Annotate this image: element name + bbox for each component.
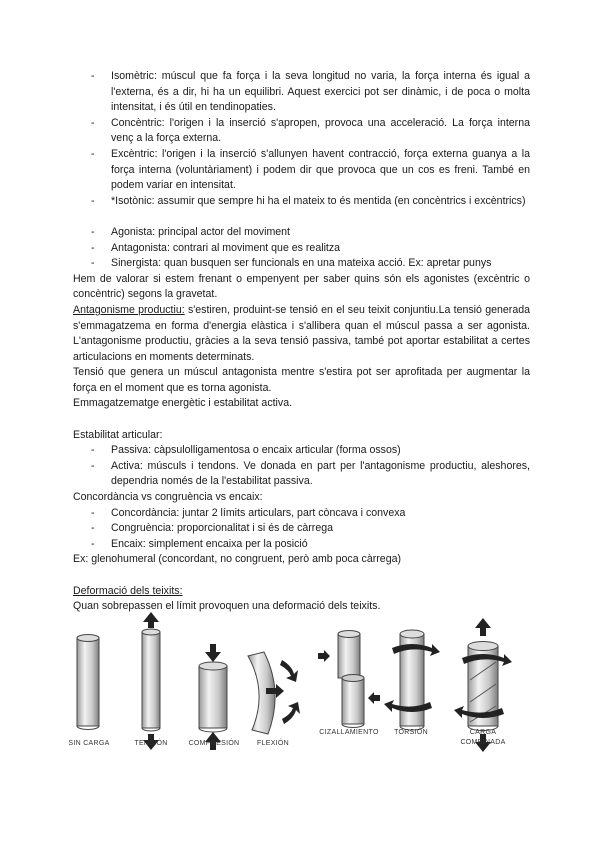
list-item-text: Encaix: simplement encaixa per la posició <box>111 537 308 550</box>
bullet-dash: - <box>91 147 95 160</box>
bullet-dash: - <box>91 225 95 238</box>
list-item-antagonist <box>73 241 530 257</box>
list-item-fit <box>73 537 530 553</box>
label-carga: CARGA <box>469 729 497 736</box>
concordance-example: Ex: glenohumeral (concordant, no congruent, però amb poca càrrega) <box>73 553 402 566</box>
antagonism-text: s'estiren, produint-se tensió en el seu teixit conjuntiu.La tensió generada s'emmagatzema en forma d'energia elàstica i s'allibera quan el múscul passa a ser agonista. L'antagonisme productiu, gràcies a la seva tensió passiva, també pot aportar estabilitat a certes articulacions en moments determinats. <box>73 303 530 363</box>
list-item-synergist <box>73 256 530 272</box>
list-item-text: Congruència: proporcionalitat i si és de càrrega <box>111 522 334 535</box>
bullet-dash: - <box>91 70 95 82</box>
bullet-dash: - <box>91 459 95 472</box>
list-item-text: Excèntric: l'origen i la inserció s'allunyen havent contracció, força externa guanya a la força interna (voluntàriament) i podem dir que provoca que un cos es freni. També en podem variar en intensitat. <box>111 147 530 192</box>
spacer <box>73 568 530 584</box>
brake-paragraph: Hem de valorar si estem frenant o empenyent per saber quins són els agonistes (excèntric o concèntric) segons la gravetat. <box>73 272 530 301</box>
list-item-agonist <box>73 225 530 241</box>
list-item-text: Passiva: càpsulolligamentosa o encaix articular (forma ossos) <box>111 444 401 457</box>
list-item-text: Agonista: principal actor del moviment <box>111 225 291 238</box>
antagonism-heading: Antagonisme productiu: <box>73 303 185 316</box>
cylinder-no-load <box>77 635 99 730</box>
list-item-concordance <box>73 506 530 522</box>
tension-paragraph: Tensió que genera un múscul antagonista mentre s'estira pot ser aprofitada per augmentar la força en el moment que es torna agonista. <box>73 366 530 394</box>
storage-line: Emmagatzematge energètic i estabilitat activa. <box>73 397 293 410</box>
list-item-text: Sinergista: quan busquen ser funcionals en una mateixa acció. Ex: apretar punys <box>111 257 492 270</box>
loading-types-figure <box>70 610 540 760</box>
spacer <box>73 209 530 225</box>
antagonism-paragraph <box>73 303 530 365</box>
loading-types-illustration <box>70 610 540 760</box>
stability-heading: Estabilitat articular: <box>73 428 163 441</box>
bullet-dash: - <box>91 194 95 207</box>
cylinder-torsion <box>384 630 440 730</box>
list-item-text: Antagonista: contrari al moviment que es realitza <box>111 241 341 254</box>
list-item-text: Activa: músculs i tendons. Ve donada en part per l'antagonisme productiu, aleshores, dependria només de la l'estabilitat passiva. <box>111 459 530 488</box>
cylinder-tension <box>142 612 160 750</box>
label-sin-carga: SIN CARGA <box>68 740 110 747</box>
label-tension: TENSIÓN <box>134 740 168 747</box>
label-cizallamiento: CIZALLAMIENTO <box>319 729 379 736</box>
label-combinada: COMBINADA <box>460 739 506 746</box>
bullet-dash: - <box>91 257 95 270</box>
cylinder-flexion <box>248 652 300 734</box>
deformation-text: Quan sobrepassen el límit provoquen una deformació dels teixits. <box>73 600 381 613</box>
bullet-dash: - <box>91 522 95 535</box>
bullet-dash: - <box>91 241 95 254</box>
cylinder-compression <box>199 644 227 750</box>
list-item-text: Concèntric: l'origen i la inserció s'apropen, provoca una acceleració. La força interna venç a la força externa. <box>111 116 530 145</box>
list-item-concentric <box>73 116 530 147</box>
label-compresion: COMPRESIÓN <box>188 740 240 747</box>
deformation-heading: Deformació dels teixits: <box>73 584 183 597</box>
list-item-active <box>73 459 530 490</box>
list-item-text: Isomètric: múscul que fa força i la seva longitud no varia, la força interna és igual a l'externa, és a dir, hi ha un equilibri. Aquest exercici pot ser dinàmic, i de poca o molta intensitat, i és útil en tendinopaties. <box>111 70 530 114</box>
concordance-heading: Concordància vs congruència vs encaix: <box>73 491 263 504</box>
label-torsion: TORSIÓN <box>394 729 428 736</box>
list-item-isotonic <box>73 194 530 210</box>
bullet-dash: - <box>91 537 95 550</box>
bullet-dash: - <box>91 116 95 129</box>
list-item-passive <box>73 443 530 459</box>
list-item-text: Concordància: juntar 2 límits articulars, part còncava i convexa <box>111 506 406 519</box>
document-body <box>73 69 530 615</box>
cylinder-shear <box>318 631 380 728</box>
list-item-text: *Isotònic: assumir que sempre hi ha el mateix to és mentida (en concèntrics i excèntrics) <box>111 194 526 207</box>
list-item-congruence <box>73 521 530 537</box>
list-item-isometric <box>73 69 530 116</box>
bullet-dash: - <box>91 506 95 519</box>
label-flexion: FLEXIÓN <box>256 740 290 747</box>
bullet-dash: - <box>91 444 95 457</box>
list-item-eccentric <box>73 147 530 194</box>
spacer <box>73 412 530 428</box>
